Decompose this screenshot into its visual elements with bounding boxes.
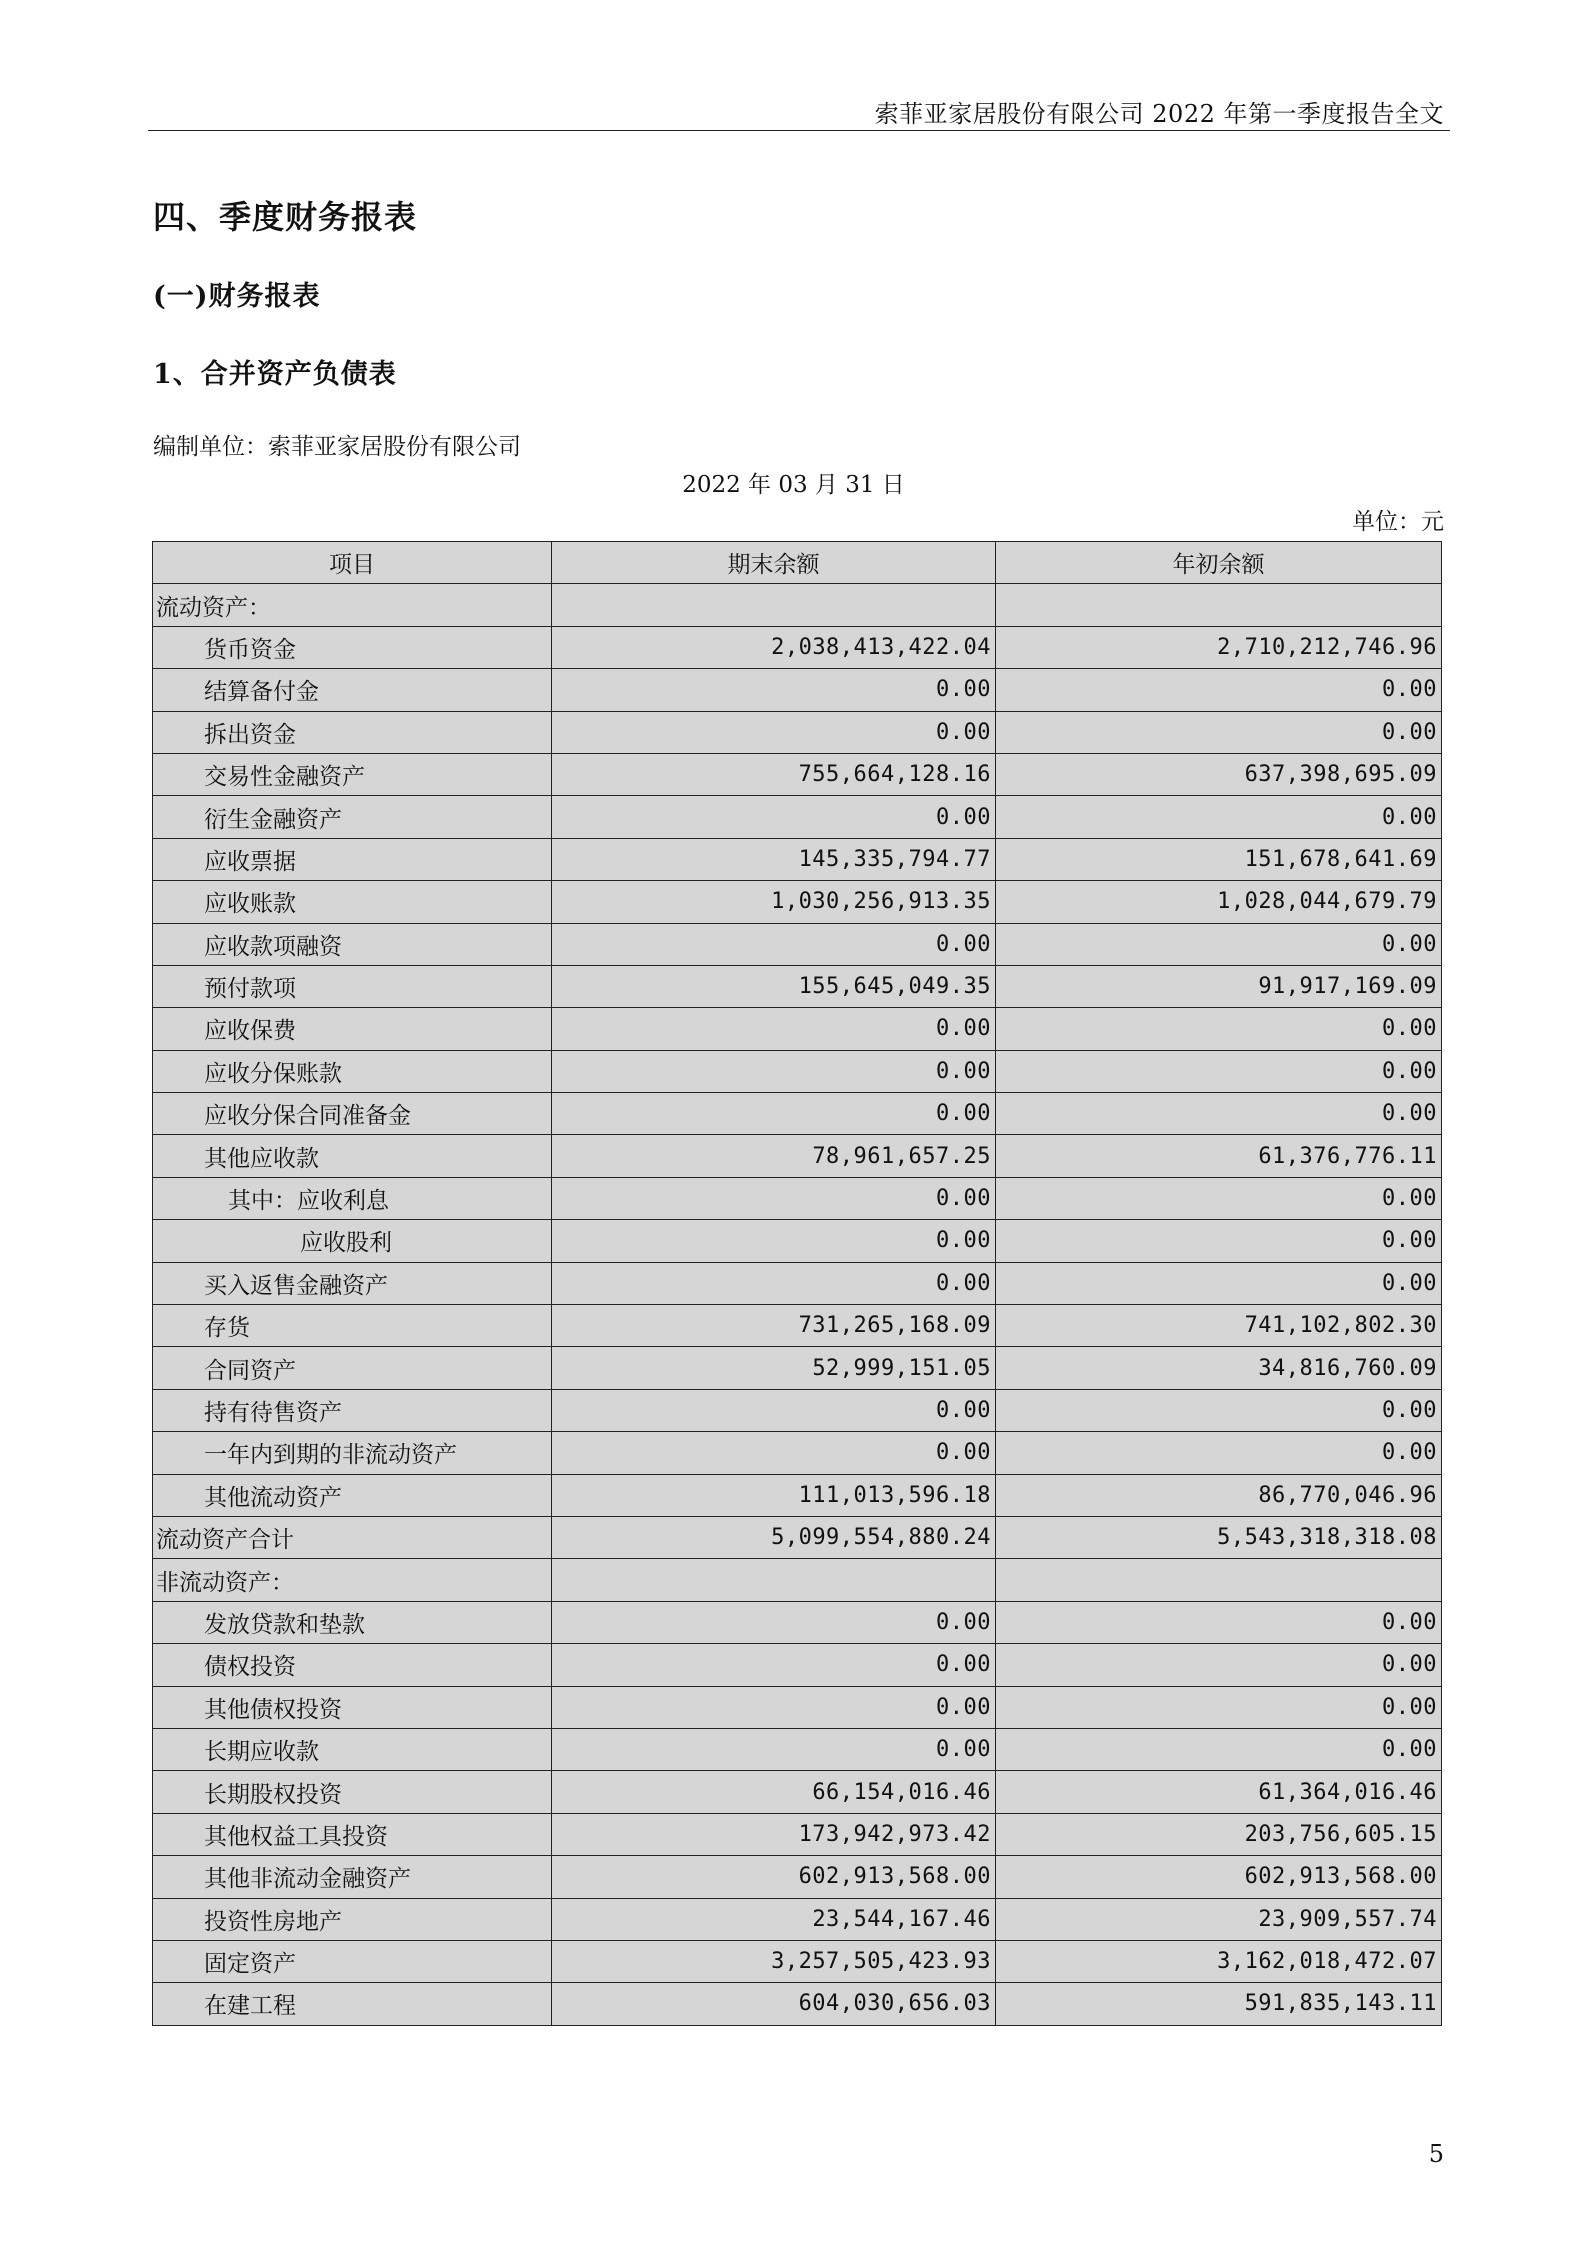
row-label: 长期应收款	[153, 1728, 552, 1770]
table-title: 1、合并资产负债表	[153, 359, 397, 390]
row-label: 应收保费	[153, 1008, 552, 1050]
table-row	[153, 965, 1442, 1007]
table-row	[153, 1771, 1442, 1813]
page-number: 5	[1428, 2140, 1444, 2168]
table-row	[153, 584, 1442, 626]
row-label: 应收分保合同准备金	[153, 1093, 552, 1135]
year-begin-value: 0.00	[996, 1050, 1442, 1092]
period-end-value: 0.00	[552, 1728, 996, 1770]
period-end-value	[552, 1559, 996, 1601]
period-end-value: 0.00	[552, 1220, 996, 1262]
year-begin-value: 741,102,802.30	[996, 1305, 1442, 1347]
row-label: 流动资产合计	[153, 1516, 552, 1558]
row-label: 货币资金	[153, 626, 552, 668]
period-end-value: 0.00	[552, 1177, 996, 1219]
table-row	[153, 753, 1442, 795]
year-begin-value: 591,835,143.11	[996, 1983, 1442, 2025]
year-begin-value: 0.00	[996, 1093, 1442, 1135]
row-label: 其他应收款	[153, 1135, 552, 1177]
row-label: 在建工程	[153, 1983, 552, 2025]
row-label: 应收款项融资	[153, 923, 552, 965]
row-label: 合同资产	[153, 1347, 552, 1389]
year-begin-value: 0.00	[996, 1389, 1442, 1431]
year-begin-value: 0.00	[996, 1686, 1442, 1728]
table-row	[153, 1559, 1442, 1601]
report-date: 2022 年 03 月 31 日	[682, 472, 905, 498]
year-begin-value: 0.00	[996, 1177, 1442, 1219]
year-begin-value: 61,364,016.46	[996, 1771, 1442, 1813]
period-end-value: 755,664,128.16	[552, 753, 996, 795]
table-row	[153, 796, 1442, 838]
row-label: 其他债权投资	[153, 1686, 552, 1728]
row-label: 应收票据	[153, 838, 552, 880]
period-end-value: 111,013,596.18	[552, 1474, 996, 1516]
table-row	[153, 1008, 1442, 1050]
table-row	[153, 1177, 1442, 1219]
table-row	[153, 1940, 1442, 1982]
table-row	[153, 1050, 1442, 1092]
row-label: 其他流动资产	[153, 1474, 552, 1516]
year-begin-value: 91,917,169.09	[996, 965, 1442, 1007]
period-end-value: 0.00	[552, 1686, 996, 1728]
row-label: 交易性金融资产	[153, 753, 552, 795]
year-begin-value: 0.00	[996, 1008, 1442, 1050]
table-row	[153, 1898, 1442, 1940]
period-end-value: 0.00	[552, 1389, 996, 1431]
row-label: 非流动资产：	[153, 1559, 552, 1601]
period-end-value: 0.00	[552, 711, 996, 753]
table-row	[153, 1516, 1442, 1558]
row-label: 流动资产：	[153, 584, 552, 626]
year-begin-value	[996, 584, 1442, 626]
year-begin-value: 151,678,641.69	[996, 838, 1442, 880]
row-label: 长期股权投资	[153, 1771, 552, 1813]
year-begin-value: 0.00	[996, 796, 1442, 838]
period-end-value	[552, 584, 996, 626]
table-row	[153, 669, 1442, 711]
year-begin-value: 86,770,046.96	[996, 1474, 1442, 1516]
column-header-year-begin: 年初余额	[996, 542, 1442, 584]
year-begin-value: 0.00	[996, 1644, 1442, 1686]
period-end-value: 0.00	[552, 1644, 996, 1686]
period-end-value: 604,030,656.03	[552, 1983, 996, 2025]
period-end-value: 0.00	[552, 1601, 996, 1643]
period-end-value: 1,030,256,913.35	[552, 881, 996, 923]
row-label: 应收账款	[153, 881, 552, 923]
period-end-value: 0.00	[552, 1432, 996, 1474]
table-row	[153, 1601, 1442, 1643]
year-begin-value: 61,376,776.11	[996, 1135, 1442, 1177]
row-label: 存货	[153, 1305, 552, 1347]
period-end-value: 78,961,657.25	[552, 1135, 996, 1177]
table-row	[153, 1813, 1442, 1855]
year-begin-value: 1,028,044,679.79	[996, 881, 1442, 923]
row-label: 其他非流动金融资产	[153, 1856, 552, 1898]
table-row	[153, 1432, 1442, 1474]
column-header-item: 项目	[153, 542, 552, 584]
year-begin-value: 23,909,557.74	[996, 1898, 1442, 1940]
table-row	[153, 711, 1442, 753]
period-end-value: 0.00	[552, 1093, 996, 1135]
period-end-value: 23,544,167.46	[552, 1898, 996, 1940]
row-label: 买入返售金融资产	[153, 1262, 552, 1304]
year-begin-value: 3,162,018,472.07	[996, 1940, 1442, 1982]
period-end-value: 0.00	[552, 923, 996, 965]
section-subtitle: (一)财务报表	[153, 281, 321, 312]
period-end-value: 66,154,016.46	[552, 1771, 996, 1813]
table-row	[153, 838, 1442, 880]
period-end-value: 0.00	[552, 796, 996, 838]
table-row	[153, 1347, 1442, 1389]
table-row	[153, 1686, 1442, 1728]
year-begin-value: 203,756,605.15	[996, 1813, 1442, 1855]
currency-unit: 单位：元	[1352, 509, 1444, 535]
row-label: 一年内到期的非流动资产	[153, 1432, 552, 1474]
year-begin-value: 0.00	[996, 1220, 1442, 1262]
table-row	[153, 1220, 1442, 1262]
table-row	[153, 1135, 1442, 1177]
compiler-line: 编制单位：索菲亚家居股份有限公司	[153, 434, 521, 460]
header-divider	[148, 130, 1450, 131]
table-row	[153, 1474, 1442, 1516]
year-begin-value: 0.00	[996, 1601, 1442, 1643]
year-begin-value: 0.00	[996, 923, 1442, 965]
row-label: 其他权益工具投资	[153, 1813, 552, 1855]
table-row	[153, 1644, 1442, 1686]
period-end-value: 0.00	[552, 669, 996, 711]
table-row	[153, 923, 1442, 965]
section-title: 四、季度财务报表	[153, 198, 418, 236]
year-begin-value: 0.00	[996, 1728, 1442, 1770]
row-label: 应收分保账款	[153, 1050, 552, 1092]
period-end-value: 3,257,505,423.93	[552, 1940, 996, 1982]
period-end-value: 0.00	[552, 1008, 996, 1050]
row-label: 投资性房地产	[153, 1898, 552, 1940]
year-begin-value: 0.00	[996, 711, 1442, 753]
row-label: 发放贷款和垫款	[153, 1601, 552, 1643]
year-begin-value: 0.00	[996, 1262, 1442, 1304]
period-end-value: 173,942,973.42	[552, 1813, 996, 1855]
year-begin-value: 602,913,568.00	[996, 1856, 1442, 1898]
period-end-value: 602,913,568.00	[552, 1856, 996, 1898]
table-row	[153, 1728, 1442, 1770]
balance-sheet-table	[152, 541, 1442, 2026]
period-end-value: 5,099,554,880.24	[552, 1516, 996, 1558]
row-label: 其中：应收利息	[153, 1177, 552, 1219]
period-end-value: 2,038,413,422.04	[552, 626, 996, 668]
period-end-value: 155,645,049.35	[552, 965, 996, 1007]
period-end-value: 731,265,168.09	[552, 1305, 996, 1347]
year-begin-value	[996, 1559, 1442, 1601]
column-header-period-end: 期末余额	[552, 542, 996, 584]
table-row	[153, 1305, 1442, 1347]
row-label: 结算备付金	[153, 669, 552, 711]
period-end-value: 0.00	[552, 1262, 996, 1304]
table-body	[153, 584, 1442, 2025]
row-label: 固定资产	[153, 1940, 552, 1982]
row-label: 应收股利	[153, 1220, 552, 1262]
table-row	[153, 1093, 1442, 1135]
table-row	[153, 1262, 1442, 1304]
row-label: 衍生金融资产	[153, 796, 552, 838]
table-row	[153, 1389, 1442, 1431]
table-row	[153, 1856, 1442, 1898]
year-begin-value: 0.00	[996, 669, 1442, 711]
period-end-value: 52,999,151.05	[552, 1347, 996, 1389]
year-begin-value: 0.00	[996, 1432, 1442, 1474]
row-label: 持有待售资产	[153, 1389, 552, 1431]
year-begin-value: 34,816,760.09	[996, 1347, 1442, 1389]
row-label: 拆出资金	[153, 711, 552, 753]
period-end-value: 0.00	[552, 1050, 996, 1092]
row-label: 预付款项	[153, 965, 552, 1007]
running-header: 索菲亚家居股份有限公司 2022 年第一季度报告全文	[874, 100, 1444, 128]
year-begin-value: 2,710,212,746.96	[996, 626, 1442, 668]
year-begin-value: 5,543,318,318.08	[996, 1516, 1442, 1558]
period-end-value: 145,335,794.77	[552, 838, 996, 880]
table-row	[153, 881, 1442, 923]
table-row	[153, 626, 1442, 668]
row-label: 债权投资	[153, 1644, 552, 1686]
table-row	[153, 1983, 1442, 2025]
year-begin-value: 637,398,695.09	[996, 753, 1442, 795]
table-header-row	[153, 542, 1442, 584]
